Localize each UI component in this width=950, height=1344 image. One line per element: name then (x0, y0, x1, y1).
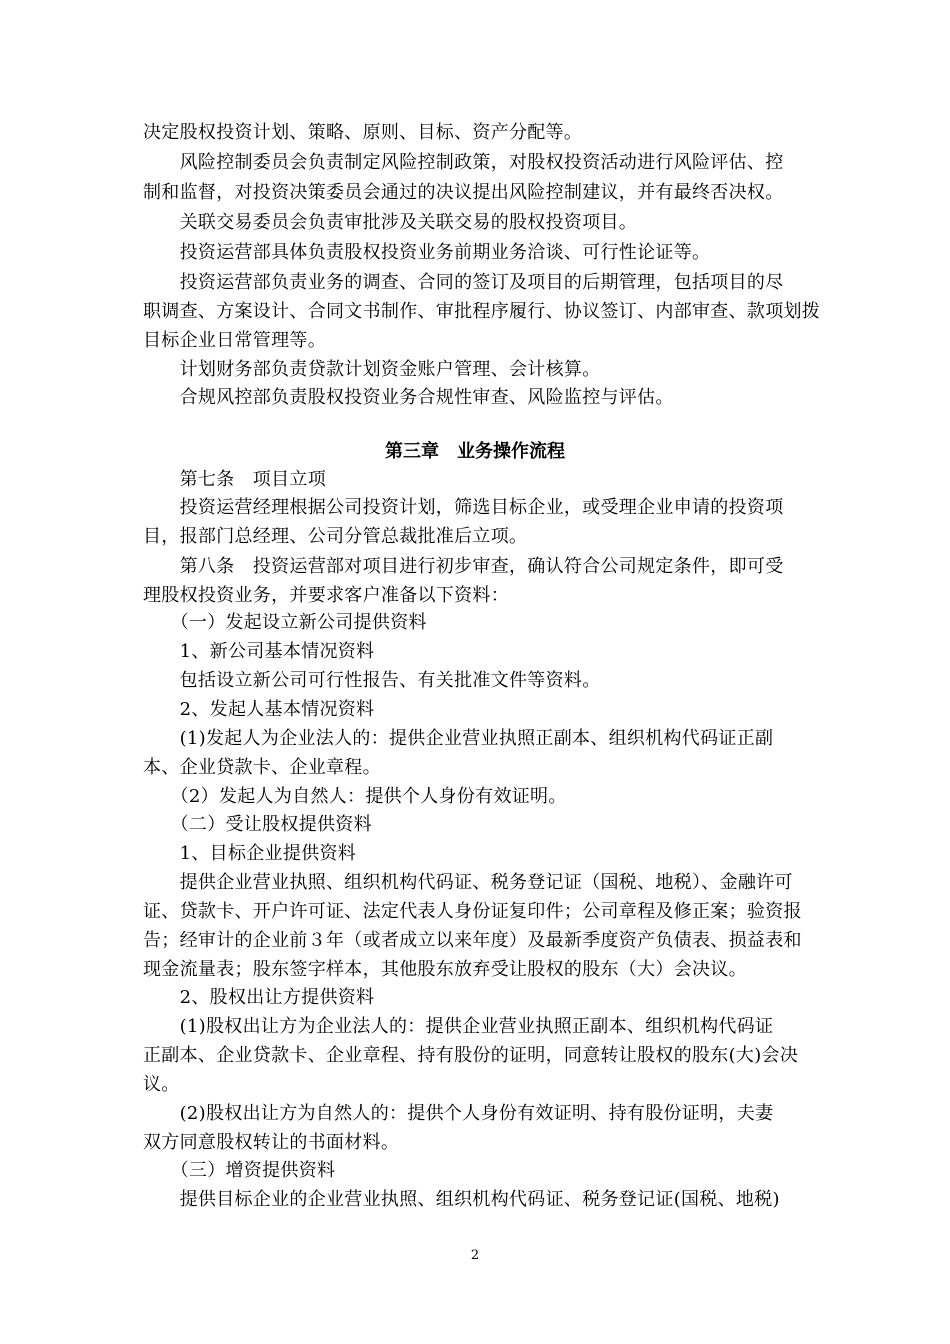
chapter-title: 第三章 业务操作流程 (385, 441, 565, 462)
paragraph-line: （一）发起设立新公司提供资料 (143, 612, 427, 633)
paragraph-line: 投资运营经理根据公司投资计划，筛选目标企业，或受理企业申请的投资项 (143, 497, 784, 518)
paragraph-line: 现金流量表；股东签字样本，其他股东放弃受让股权的股东（大）会决议。 (143, 959, 747, 980)
paragraph-line: 关联交易委员会负责审批涉及关联交易的股权投资项目。 (143, 212, 638, 233)
paragraph-line: (2)股权出让方为自然人的：提供个人身份有效证明、持有股份证明，夫妻 (143, 1103, 774, 1124)
paragraph-line: 投资运营部具体负责股权投资业务前期业务洽谈、可行性论证等。 (143, 242, 711, 263)
paragraph-line: 1、目标企业提供资料 (143, 843, 357, 864)
paragraph-line: 职调查、方案设计、合同文书制作、审批程序履行、协议签订、内部审查、款项划拨 (143, 301, 821, 322)
paragraph-line: 双方同意股权转让的书面材料。 (143, 1132, 400, 1153)
paragraph-line: 正副本、企业贷款卡、企业章程、持有股份的证明，同意转让股权的股东(大)会决 (143, 1045, 799, 1066)
paragraph-line: 第八条 投资运营部对项目进行初步审查，确认符合公司规定条件，即可受 (143, 556, 784, 577)
paragraph-line: 提供目标企业的企业营业执照、组织机构代码证、税务登记证(国税、地税) (143, 1189, 780, 1210)
paragraph-line: 本、企业贷款卡、企业章程。 (143, 757, 381, 778)
paragraph-line: 1、新公司基本情况资料 (143, 641, 375, 662)
paragraph-line: (1)发起人为企业法人的：提供企业营业执照正副本、组织机构代码证正副 (143, 728, 774, 749)
paragraph-line: 决定股权投资计划、策略、原则、目标、资产分配等。 (143, 122, 583, 143)
paragraph-line: (1)股权出让方为企业法人的：提供企业营业执照正副本、组织机构代码证 (143, 1016, 774, 1037)
paragraph-line: 投资运营部负责业务的调查、合同的签订及项目的后期管理，包括项目的尽 (143, 272, 784, 293)
paragraph-line: 计划财务部负责贷款计划资金账户管理、会计核算。 (143, 359, 601, 380)
paragraph-line: （三）增资提供资料 (143, 1160, 336, 1181)
paragraph-line: 议。 (143, 1074, 180, 1095)
paragraph-line: 目标企业日常管理等。 (143, 330, 326, 351)
paragraph-line: 提供企业营业执照、组织机构代码证、税务登记证（国税、地税）、金融许可 (143, 872, 793, 893)
page-number: 2 (470, 1248, 480, 1263)
paragraph-line: 包括设立新公司可行性报告、有关批准文件等资料。 (143, 670, 601, 691)
paragraph-line: 合规风控部负责股权投资业务合规性审查、风险监控与评估。 (143, 387, 674, 408)
paragraph-line: 2、发起人基本情况资料 (143, 699, 375, 720)
paragraph-line: 第七条 项目立项 (143, 469, 326, 490)
paragraph-line: 告；经审计的企业前３年（或者成立以来年度）及最新季度资产负债表、损益表和 (143, 930, 802, 951)
paragraph-line: 目，报部门总经理、公司分管总裁批准后立项。 (143, 526, 528, 547)
paragraph-line: 理股权投资业务，并要求客户准备以下资料： (143, 585, 509, 606)
paragraph-line: （2）发起人为自然人：提供个人身份有效证明。 (143, 786, 567, 807)
paragraph-line: 2、股权出让方提供资料 (143, 987, 375, 1008)
paragraph-line: 风险控制委员会负责制定风险控制政策，对股权投资活动进行风险评估、控 (143, 152, 784, 173)
paragraph-line: 制和监督，对投资决策委员会通过的决议提出风险控制建议，并有最终否决权。 (143, 182, 784, 203)
paragraph-line: （二）受让股权提供资料 (143, 814, 372, 835)
paragraph-line: 证、贷款卡、开户许可证、法定代表人身份证复印件；公司章程及修正案；验资报 (143, 901, 802, 922)
